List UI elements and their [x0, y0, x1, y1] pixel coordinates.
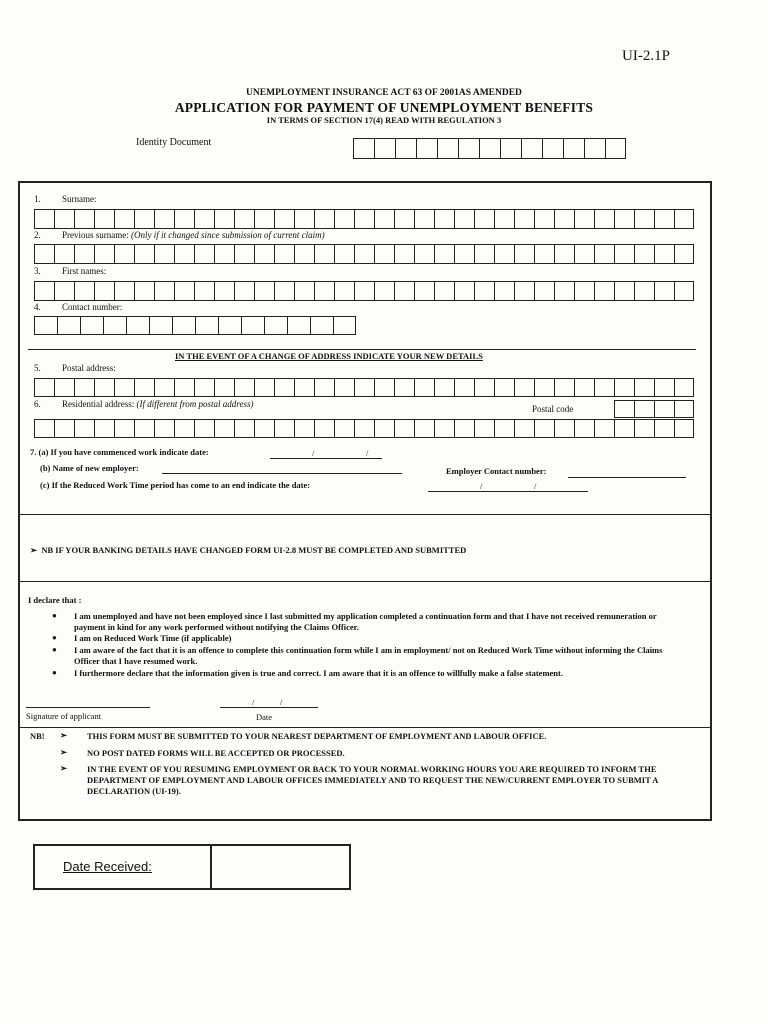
character-box[interactable]	[374, 138, 395, 159]
character-box[interactable]	[534, 378, 554, 397]
item-7b-label: (b) Name of new employer:	[40, 463, 139, 473]
character-box[interactable]	[674, 378, 694, 397]
character-box[interactable]	[54, 419, 74, 438]
form-frame	[18, 181, 712, 821]
declaration-item: I am aware of the fact that it is an offence to complete this continuation form while I am in employment/ not on Reduced Work Time without informing the Claims Officer that I have resumed work.	[74, 645, 663, 666]
character-box[interactable]	[294, 209, 314, 229]
character-box[interactable]	[154, 419, 174, 438]
character-box[interactable]	[314, 244, 334, 264]
character-box[interactable]	[514, 244, 534, 264]
character-box[interactable]	[634, 209, 654, 229]
commenced-date-line[interactable]	[270, 458, 382, 459]
character-box[interactable]	[57, 316, 80, 335]
character-box[interactable]	[437, 138, 458, 159]
character-box[interactable]	[534, 281, 554, 301]
character-box[interactable]	[174, 244, 194, 264]
character-box[interactable]	[574, 419, 594, 438]
character-box[interactable]	[314, 419, 334, 438]
previous-surname-label: 2. Previous surname: (Only if it changed since submission of current claim)	[34, 230, 325, 240]
signature-label: Signature of applicant	[26, 711, 102, 721]
character-box[interactable]	[174, 281, 194, 301]
character-box[interactable]	[294, 419, 314, 438]
character-box[interactable]	[74, 378, 94, 397]
character-box[interactable]	[294, 281, 314, 301]
character-box[interactable]	[674, 400, 694, 418]
character-box[interactable]	[34, 419, 54, 438]
character-box[interactable]	[353, 138, 374, 159]
postal-code-label: Postal code	[532, 404, 574, 414]
rwt-end-date-line[interactable]	[428, 491, 588, 492]
character-box[interactable]	[654, 281, 674, 301]
character-box[interactable]	[634, 244, 654, 264]
character-box[interactable]	[34, 209, 54, 229]
postal-address-boxes[interactable]	[34, 378, 694, 397]
character-box[interactable]	[34, 316, 57, 335]
character-box[interactable]	[594, 419, 614, 438]
character-box[interactable]	[134, 244, 154, 264]
character-box[interactable]	[310, 316, 333, 335]
character-box[interactable]	[94, 244, 114, 264]
nb-item: THIS FORM MUST BE SUBMITTED TO YOUR NEAREST DEPARTMENT OF EMPLOYMENT AND LABOUR OFFICE.	[87, 731, 547, 741]
section-divider	[18, 727, 712, 728]
character-box[interactable]	[584, 138, 605, 159]
character-box[interactable]	[434, 244, 454, 264]
character-box[interactable]	[494, 378, 514, 397]
character-box[interactable]	[674, 244, 694, 264]
character-box[interactable]	[454, 281, 474, 301]
character-box[interactable]	[594, 244, 614, 264]
character-box[interactable]	[94, 378, 114, 397]
character-box[interactable]	[395, 138, 416, 159]
surname-label: 1. Surname:	[34, 194, 97, 204]
character-box[interactable]	[34, 244, 54, 264]
character-box[interactable]	[674, 209, 694, 229]
identity-label: Identity Document	[136, 137, 212, 148]
character-box[interactable]	[614, 209, 634, 229]
character-box[interactable]	[454, 244, 474, 264]
declaration-intro: I declare that :	[28, 595, 82, 605]
character-box[interactable]	[234, 281, 254, 301]
character-box[interactable]	[314, 378, 334, 397]
character-box[interactable]	[214, 378, 234, 397]
new-employer-line[interactable]	[162, 473, 402, 474]
character-box[interactable]	[494, 244, 514, 264]
character-box[interactable]	[234, 244, 254, 264]
character-box[interactable]	[416, 138, 437, 159]
character-box[interactable]	[134, 419, 154, 438]
character-box[interactable]	[34, 281, 54, 301]
character-box[interactable]	[154, 281, 174, 301]
character-box[interactable]	[234, 209, 254, 229]
character-box[interactable]	[172, 316, 195, 335]
date-label: Date	[256, 712, 273, 722]
character-box[interactable]	[454, 378, 474, 397]
character-box[interactable]	[574, 244, 594, 264]
character-box[interactable]	[634, 281, 654, 301]
section-divider	[18, 514, 712, 515]
character-box[interactable]	[274, 378, 294, 397]
banking-note: ➢ NB IF YOUR BANKING DETAILS HAVE CHANGED FORM UI-2.8 MUST BE COMPLETED AND SUBMITTED	[30, 545, 467, 555]
arrow-icon: ➢	[60, 730, 68, 740]
character-box[interactable]	[474, 209, 494, 229]
character-box[interactable]	[374, 209, 394, 229]
character-box[interactable]	[554, 281, 574, 301]
character-box[interactable]	[414, 244, 434, 264]
character-box[interactable]	[214, 419, 234, 438]
character-box[interactable]	[654, 378, 674, 397]
postal-code-boxes[interactable]	[614, 400, 694, 418]
character-box[interactable]	[134, 281, 154, 301]
character-box[interactable]	[134, 378, 154, 397]
character-box[interactable]	[114, 209, 134, 229]
contact-number-label: 4. Contact number:	[34, 302, 123, 312]
character-box[interactable]	[414, 378, 434, 397]
character-box[interactable]	[614, 419, 634, 438]
character-box[interactable]	[254, 209, 274, 229]
previous-surname-boxes[interactable]	[34, 244, 694, 264]
character-box[interactable]	[394, 378, 414, 397]
character-box[interactable]	[274, 281, 294, 301]
character-box[interactable]	[474, 378, 494, 397]
bullet-icon: ●	[52, 611, 57, 620]
character-box[interactable]	[314, 209, 334, 229]
character-box[interactable]	[374, 244, 394, 264]
character-box[interactable]	[394, 281, 414, 301]
character-box[interactable]	[354, 244, 374, 264]
character-box[interactable]	[34, 378, 54, 397]
character-box[interactable]	[554, 209, 574, 229]
character-box[interactable]	[194, 244, 214, 264]
character-box[interactable]	[154, 244, 174, 264]
character-box[interactable]	[474, 419, 494, 438]
character-box[interactable]	[354, 419, 374, 438]
character-box[interactable]	[154, 209, 174, 229]
character-box[interactable]	[214, 244, 234, 264]
declaration-item: I furthermore declare that the information given is true and correct. I am aware that it is an offence to willfully make a false statement.	[74, 668, 563, 678]
arrow-icon: ➢	[30, 545, 38, 555]
character-box[interactable]	[414, 209, 434, 229]
character-box[interactable]	[354, 209, 374, 229]
bullet-icon: ●	[52, 645, 57, 654]
character-box[interactable]	[354, 281, 374, 301]
character-box[interactable]	[534, 244, 554, 264]
character-box[interactable]	[274, 244, 294, 264]
declaration-item: I am on Reduced Work Time (if applicable)	[74, 633, 232, 643]
character-box[interactable]	[80, 316, 103, 335]
date-slash: /	[366, 448, 369, 458]
character-box[interactable]	[394, 209, 414, 229]
character-box[interactable]	[74, 209, 94, 229]
character-box[interactable]	[394, 419, 414, 438]
character-box[interactable]	[334, 378, 354, 397]
character-box[interactable]	[574, 378, 594, 397]
character-box[interactable]	[594, 281, 614, 301]
character-box[interactable]	[494, 419, 514, 438]
character-box[interactable]	[654, 400, 674, 418]
character-box[interactable]	[264, 316, 287, 335]
character-box[interactable]	[241, 316, 264, 335]
character-box[interactable]	[194, 281, 214, 301]
character-box[interactable]	[474, 244, 494, 264]
residential-address-label: 6. Residential address: (If different from postal address)	[34, 399, 254, 409]
character-box[interactable]	[494, 209, 514, 229]
character-box[interactable]	[614, 378, 634, 397]
date-slash: /	[480, 481, 483, 491]
character-box[interactable]	[254, 244, 274, 264]
character-box[interactable]	[494, 281, 514, 301]
character-box[interactable]	[374, 281, 394, 301]
character-box[interactable]	[414, 281, 434, 301]
character-box[interactable]	[574, 209, 594, 229]
character-box[interactable]	[542, 138, 563, 159]
character-box[interactable]	[534, 209, 554, 229]
arrow-icon: ➢	[60, 747, 68, 757]
character-box[interactable]	[214, 209, 234, 229]
character-box[interactable]	[174, 209, 194, 229]
character-box[interactable]	[514, 419, 534, 438]
character-box[interactable]	[354, 378, 374, 397]
arrow-icon: ➢	[60, 763, 68, 773]
character-box[interactable]	[94, 419, 114, 438]
character-box[interactable]	[94, 209, 114, 229]
character-box[interactable]	[474, 281, 494, 301]
date-slash: /	[280, 697, 283, 707]
character-box[interactable]	[126, 316, 149, 335]
character-box[interactable]	[334, 281, 354, 301]
date-slash: /	[534, 481, 537, 491]
character-box[interactable]	[574, 281, 594, 301]
character-box[interactable]	[314, 281, 334, 301]
character-box[interactable]	[514, 209, 534, 229]
character-box[interactable]	[149, 316, 172, 335]
character-box[interactable]	[521, 138, 542, 159]
employer-contact-label: Employer Contact number:	[446, 466, 547, 476]
character-box[interactable]	[254, 378, 274, 397]
character-box[interactable]	[254, 281, 274, 301]
character-box[interactable]	[534, 419, 554, 438]
character-box[interactable]	[654, 209, 674, 229]
date-slash: /	[252, 697, 255, 707]
character-box[interactable]	[634, 378, 654, 397]
character-box[interactable]	[514, 281, 534, 301]
section-divider	[28, 349, 696, 350]
character-box[interactable]	[374, 378, 394, 397]
character-box[interactable]	[114, 419, 134, 438]
bullet-icon: ●	[52, 668, 57, 677]
character-box[interactable]	[274, 419, 294, 438]
character-box[interactable]	[195, 316, 218, 335]
first-names-label: 3. First names:	[34, 266, 107, 276]
form-code: UI-2.1P	[622, 48, 670, 64]
character-box[interactable]	[434, 378, 454, 397]
character-box[interactable]	[594, 378, 614, 397]
character-box[interactable]	[294, 378, 314, 397]
character-box[interactable]	[614, 400, 634, 418]
nb-item: IN THE EVENT OF YOU RESUMING EMPLOYMENT OR BACK TO YOUR NORMAL WORKING HOURS YOU ARE REQUIRED TO INFORM THE DEPARTMENT OF EMPLOYMENT AND LABOUR OFFICES IMMEDIATELY AND TO REQUEST THE NEW/CURRENT EMPLOYER TO SUBMIT A DECLARATION (UI-19).	[87, 764, 658, 796]
character-box[interactable]	[54, 281, 74, 301]
character-box[interactable]	[605, 138, 626, 159]
character-box[interactable]	[74, 244, 94, 264]
contact-number-boxes[interactable]	[34, 316, 356, 335]
character-box[interactable]	[554, 244, 574, 264]
character-box[interactable]	[674, 419, 694, 438]
character-box[interactable]	[194, 378, 214, 397]
character-box[interactable]	[134, 209, 154, 229]
character-box[interactable]	[254, 419, 274, 438]
character-box[interactable]	[414, 419, 434, 438]
character-box[interactable]	[434, 419, 454, 438]
character-box[interactable]	[654, 419, 674, 438]
character-box[interactable]	[114, 378, 134, 397]
signature-line[interactable]	[26, 707, 150, 708]
nb-label: NB!	[30, 731, 45, 741]
character-box[interactable]	[334, 419, 354, 438]
character-box[interactable]	[654, 244, 674, 264]
character-box[interactable]	[234, 378, 254, 397]
character-box[interactable]	[154, 378, 174, 397]
character-box[interactable]	[614, 281, 634, 301]
character-box[interactable]	[74, 281, 94, 301]
character-box[interactable]	[103, 316, 126, 335]
surname-boxes[interactable]	[34, 209, 694, 229]
character-box[interactable]	[214, 281, 234, 301]
character-box[interactable]	[294, 244, 314, 264]
character-box[interactable]	[479, 138, 500, 159]
declaration-item: I am unemployed and have not been employed since I last submitted my application completed a continuation form and that I have not received remuneration or payment in kind for any work performed without notifying the Claims Officer.	[74, 611, 657, 632]
character-box[interactable]	[554, 419, 574, 438]
character-box[interactable]	[454, 209, 474, 229]
character-box[interactable]	[458, 138, 479, 159]
date-received-field[interactable]	[178, 846, 349, 888]
first-names-boxes[interactable]	[34, 281, 694, 301]
character-box[interactable]	[434, 281, 454, 301]
bullet-icon: ●	[52, 633, 57, 642]
character-box[interactable]	[333, 316, 356, 335]
character-box[interactable]	[287, 316, 310, 335]
form-subtitle: IN TERMS OF SECTION 17(4) READ WITH REGULATION 3	[266, 115, 502, 125]
form-title: APPLICATION FOR PAYMENT OF UNEMPLOYMENT BENEFITS	[174, 100, 594, 115]
character-box[interactable]	[234, 419, 254, 438]
character-box[interactable]	[514, 378, 534, 397]
character-box[interactable]	[194, 209, 214, 229]
character-box[interactable]	[114, 244, 134, 264]
character-box[interactable]	[563, 138, 584, 159]
character-box[interactable]	[94, 281, 114, 301]
date-slash: /	[312, 448, 315, 458]
character-box[interactable]	[218, 316, 241, 335]
section-divider	[18, 581, 712, 582]
character-box[interactable]	[174, 419, 194, 438]
item-7c-label: (c) If the Reduced Work Time period has come to an end indicate the date:	[40, 480, 311, 490]
character-box[interactable]	[54, 244, 74, 264]
character-box[interactable]	[274, 209, 294, 229]
character-box[interactable]	[194, 419, 214, 438]
character-box[interactable]	[74, 419, 94, 438]
character-box[interactable]	[500, 138, 521, 159]
date-received-label: Date Received:	[63, 859, 152, 874]
residential-address-boxes[interactable]	[34, 419, 694, 438]
character-box[interactable]	[174, 378, 194, 397]
character-box[interactable]	[374, 419, 394, 438]
character-box[interactable]	[634, 400, 654, 418]
employer-contact-line[interactable]	[568, 477, 686, 478]
character-box[interactable]	[54, 378, 74, 397]
item-7a-label: 7. (a) If you have commenced work indicate date:	[30, 447, 209, 457]
postal-address-label: 5. Postal address:	[34, 363, 116, 373]
character-box[interactable]	[434, 209, 454, 229]
character-box[interactable]	[554, 378, 574, 397]
character-box[interactable]	[634, 419, 654, 438]
character-box[interactable]	[454, 419, 474, 438]
address-change-heading: IN THE EVENT OF A CHANGE OF ADDRESS INDICATE YOUR NEW DETAILS	[175, 351, 483, 361]
character-box[interactable]	[334, 209, 354, 229]
character-box[interactable]	[114, 281, 134, 301]
character-box[interactable]	[334, 244, 354, 264]
character-box[interactable]	[394, 244, 414, 264]
act-heading: UNEMPLOYMENT INSURANCE ACT 63 OF 2001AS AMENDED	[246, 88, 522, 98]
identity-number-boxes[interactable]	[353, 138, 626, 159]
signature-date-line[interactable]	[220, 707, 318, 708]
nb-item: NO POST DATED FORMS WILL BE ACCEPTED OR PROCESSED.	[87, 748, 345, 758]
character-box[interactable]	[614, 244, 634, 264]
character-box[interactable]	[54, 209, 74, 229]
character-box[interactable]	[674, 281, 694, 301]
character-box[interactable]	[594, 209, 614, 229]
